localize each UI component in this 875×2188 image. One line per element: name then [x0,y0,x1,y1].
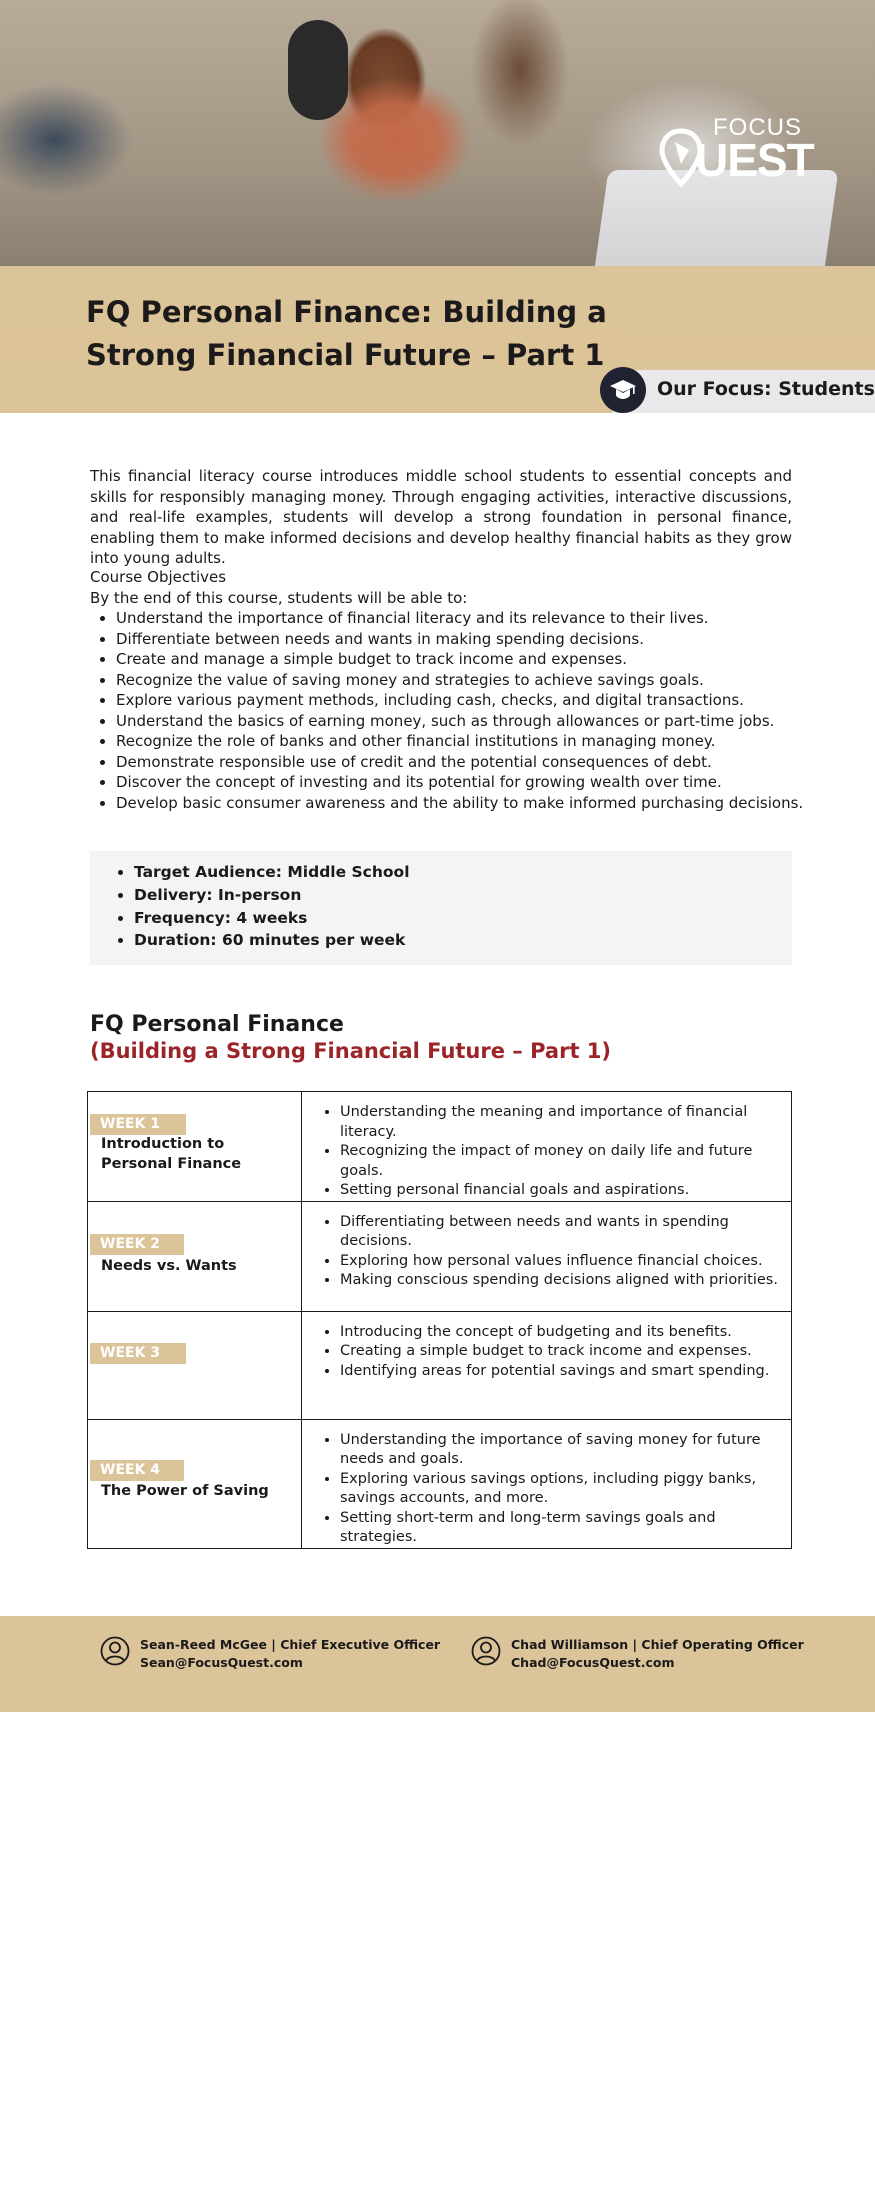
user-icon [471,1636,501,1666]
contact-coo [471,1636,804,1671]
list-item: • Develop basic consumer awareness and the ability to make informed purchasing decisions. [116,793,810,814]
focus-badge [600,367,646,413]
week-badge: WEEK 4 [90,1460,184,1481]
focus-label: Our Focus: Students [657,378,875,400]
list-item: • Demonstrate responsible use of credit and the potential consequences of debt. [116,752,810,773]
list-item: • Recognize the value of saving money and strategies to achieve savings goals. [116,670,810,691]
list-item: • Understand the basics of earning money, such as through allowances or part-time jobs. [116,711,810,732]
headphones-shape [288,20,348,120]
list-item: • Exploring various savings options, including piggy banks, savings accounts, and more. [340,1470,779,1509]
list-item: • Recognize the role of banks and other financial institutions in managing money. [116,731,810,752]
intro-paragraph: This financial literacy course introduces middle school students to essential concepts and skills for responsibly managing money. Through engaging activities, interactive discussions, and real-life examples, students will develop a strong foundation in personal finance, enabling them to make informed decisions and develop healthy financial habits as they grow into young adults. [90,467,792,567]
detail-frequency: • Frequency: 4 weeks [134,907,792,930]
week-name: The Power of Saving [101,1482,269,1499]
logo-focus-text: FOCUS [713,114,802,141]
week-cell [88,1311,302,1419]
table-row [88,1201,792,1311]
topics-cell [302,1419,792,1548]
contact-name: Chad Williamson | Chief Operating Officer [511,1637,804,1652]
weeks-table [87,1091,792,1549]
list-item: • Identifying areas for potential savings and smart spending. [340,1362,779,1382]
focus-quest-logo [655,110,825,190]
detail-duration: • Duration: 60 minutes per week [134,929,792,952]
list-item: • Explore various payment methods, including cash, checks, and digital transactions. [116,690,810,711]
table-row [88,1419,792,1548]
topics-list [314,1213,779,1291]
objectives-heading: Course Objectives [90,568,227,586]
objectives-lead: By the end of this course, students will be able to: [90,588,468,607]
week-badge: WEEK 3 [90,1343,186,1364]
topics-list [314,1103,779,1201]
list-item: • Understanding the meaning and importance of financial literacy. [340,1103,779,1142]
list-item: • Differentiate between needs and wants in making spending decisions. [116,629,810,650]
hero-photo [0,0,875,266]
list-item: • Differentiating between needs and wants in spending decisions. [340,1213,779,1252]
detail-delivery: • Delivery: In-person [134,884,792,907]
detail-audience: • Target Audience: Middle School [134,861,792,884]
course-objectives [90,567,810,813]
list-item: • Making conscious spending decisions aligned with priorities. [340,1271,779,1291]
week-cell [88,1092,302,1202]
graduation-cap-icon [609,378,637,402]
topics-list [314,1323,779,1382]
contact-ceo [100,1636,440,1671]
week-name: Needs vs. Wants [101,1257,237,1274]
week-name: Introduction to Personal Finance [101,1136,242,1172]
list-item: • Setting personal financial goals and aspirations. [340,1181,779,1201]
details-list [90,861,792,952]
section-subtitle: (Building a Strong Financial Future – Part 1) [90,1039,612,1063]
list-item: • Understand the importance of financial literacy and its relevance to their lives. [116,608,810,629]
topics-cell [302,1311,792,1419]
objectives-list [90,608,810,813]
list-item: • Create and manage a simple budget to track income and expenses. [116,649,810,670]
contact-email[interactable]: Sean@FocusQuest.com [140,1654,303,1670]
list-item: • Setting short-term and long-term savings goals and strategies. [340,1509,779,1548]
page-title: FQ Personal Finance: Building a Strong Financial Future – Part 1 [86,295,607,372]
list-item: • Exploring how personal values influence financial choices. [340,1252,779,1272]
list-item: • Recognizing the impact of money on daily life and future goals. [340,1142,779,1181]
table-row [88,1092,792,1202]
topics-cell [302,1092,792,1202]
list-item: • Discover the concept of investing and its potential for growing wealth over time. [116,772,810,793]
list-item: • Creating a simple budget to track income and expenses. [340,1342,779,1362]
week-cell [88,1419,302,1548]
table-row [88,1311,792,1419]
topics-list [314,1431,779,1548]
week-badge: WEEK 1 [90,1114,186,1135]
logo-quest-text: UEST [695,134,814,186]
week-cell [88,1201,302,1311]
list-item: • Understanding the importance of saving money for future needs and goals. [340,1431,779,1470]
course-details-box [90,851,792,965]
user-icon [100,1636,130,1666]
topics-cell [302,1201,792,1311]
list-item: • Introducing the concept of budgeting and its benefits. [340,1323,779,1343]
week-badge: WEEK 2 [90,1234,184,1255]
contact-name: Sean-Reed McGee | Chief Executive Officer [140,1637,441,1652]
footer [0,1616,875,1712]
section-title: FQ Personal Finance [90,1012,344,1037]
contact-email[interactable]: Chad@FocusQuest.com [511,1654,675,1670]
